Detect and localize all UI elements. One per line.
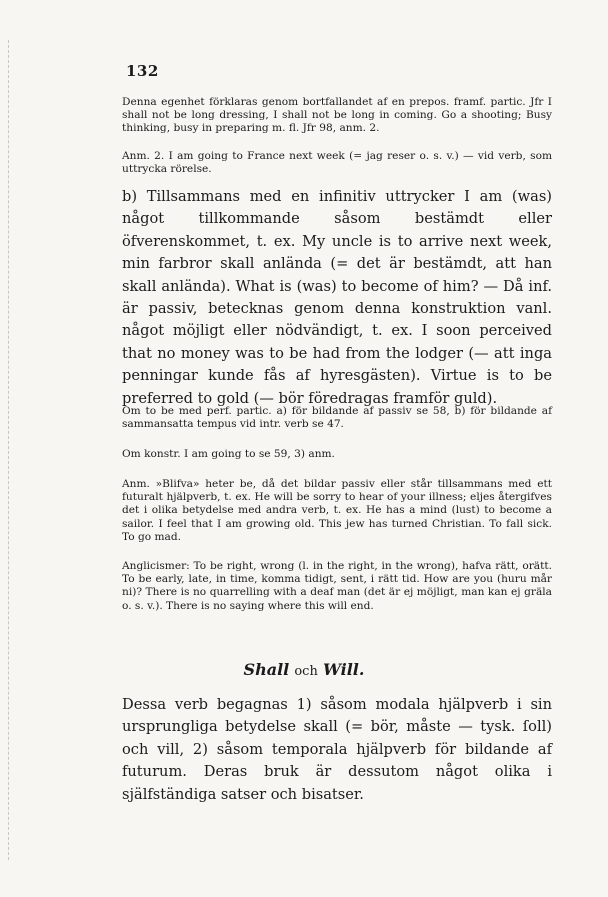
paragraph-shall-will: Dessa verb begagnas 1) såsom modala hjälpverb i sin ursprungliga betydelse skall (= bör, måste — tysk. ſoll) och vill, 2) såsom temporala hjälpverb för bildande af futurum. Deras bruk är dessutom något olika i själfständiga satser och bisatser. (122, 696, 552, 803)
heading-will: Will. (322, 660, 365, 679)
heading-shall: Shall (243, 660, 290, 679)
paragraph-to-be-perf: Om to be med perf. partic. a) för bildande af passiv se 58, b) för bildande af sammansatta tempus vid intr. verb se 47. (122, 405, 552, 431)
paragraph-konstr: Om konstr. I am going to se 59, 3) anm. (122, 448, 335, 460)
section-heading (0, 660, 608, 679)
paragraph-1: Denna egenhet förklaras genom bortfallandet af en prepos. framf. partic. Jfr I shall not be long dressing, I shall not be long in coming. Go a shooting; Busy thinking, busy in preparing m. fl. Jfr 98, anm. 2. (122, 96, 552, 135)
paragraph-b: b) Tillsammans med en infinitiv uttrycker I am (was) något tillkommande såsom bestämdt eller öfverenskommet, t. ex. My uncle is to arrive next week, min farbror skall anlända (= det är bestämdt, att han skall anlända). What is (was) to become of him? — Då inf. är passiv, betecknas genom denna konstruktion vanl. något möjligt eller nödvändigt, t. ex. I soon perceived that no money was to be had from the lodger (— att inga penningar kunde fås af hyresgästen). Virtue is to be preferred to gold (— bör föredragas framför guld). (122, 188, 552, 407)
heading-och: och (294, 664, 318, 679)
paragraph-anglicismer: Anglicismer: To be right, wrong (l. in the right, in the wrong), hafva rätt, orätt. To be early, late, in time, komma tidigt, sent, i rätt tid. How are you (huru mår ni)? There is no quarrelling with a deaf man (det är ej möjligt, man kan ej gräla o. s. v.). There is no saying where this will end. (122, 560, 552, 612)
paragraph-anm-blifva: Anm. »Blifva» heter be, då det bildar passiv eller står tillsammans med ett futuralt hjälpverb, t. ex. He will be sorry to hear of your illness; eljes återgifves det i olika betydelse med andra verb, t. ex. He has a mind (lust) to become a sailor. I feel that I am growing old. This jew has turned Christian. To fall sick. To go mad. (122, 478, 552, 543)
page-margin-dashed-line (8, 40, 10, 860)
paragraph-anm-2: Anm. 2. I am going to France next week (= jag reser o. s. v.) — vid verb, som uttrycka rörelse. (122, 150, 552, 176)
page-number: 132 (126, 62, 159, 80)
